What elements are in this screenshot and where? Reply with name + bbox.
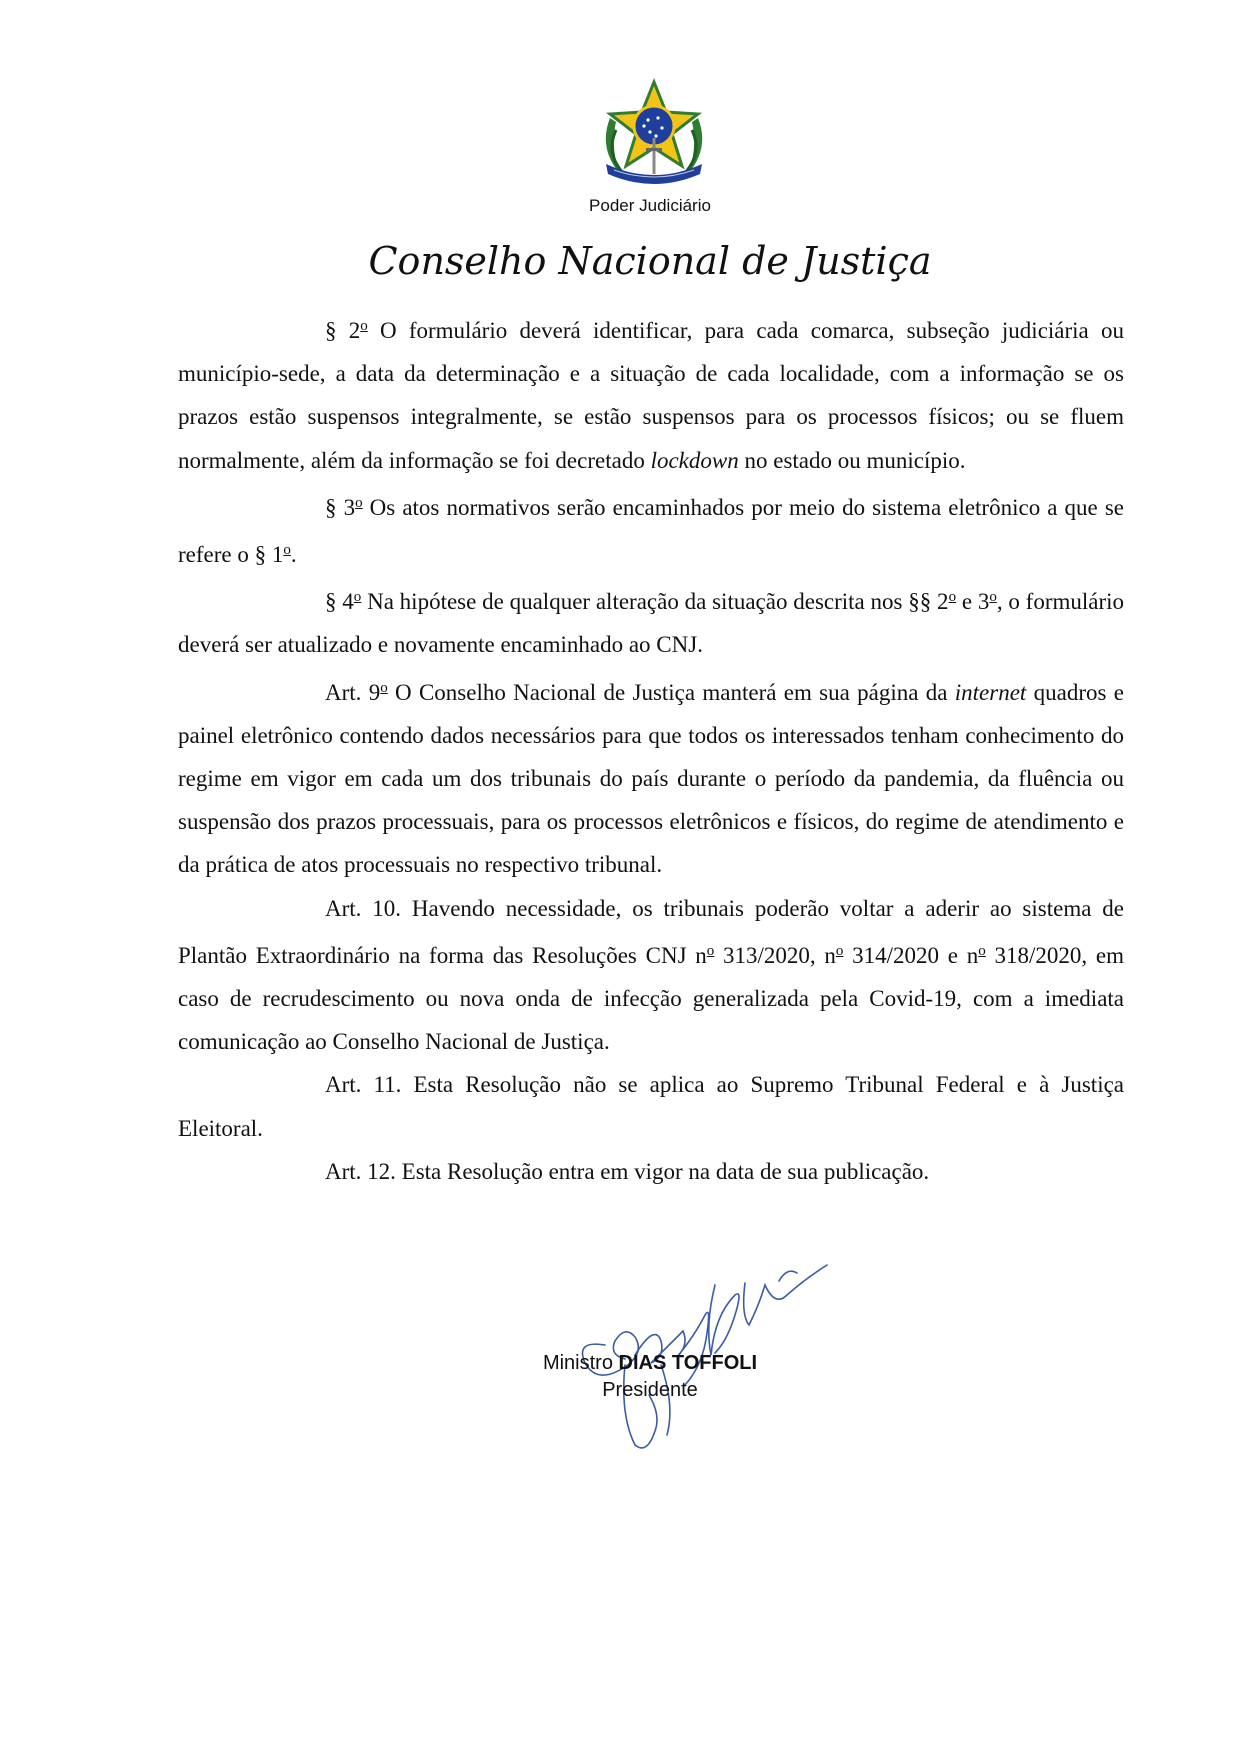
signatory-name: DIAS TOFFOLI (618, 1352, 758, 1374)
paragraph-3: § 3$^o$ Os atos normativos serão encaminhados por meio do sistema eletrônico a que se refere o § 1$^o$. (178, 494, 1125, 568)
institution-title (368, 230, 932, 294)
article-10: Art. 10. Havendo necessidade, os tribunais poderão voltar a aderir ao sistema de Plantão Extraordinário na forma das Resoluções CNJ $n^o$ 313/2020, $n^o$ 314/2020 e $n^o$ 318/2020, em caso de recrudescimento ou nova onda de infecção generalizada pela Covid-19, com a imediata comunicação ao Conselho Nacional de Justiça. (178, 895, 1124, 1055)
paragraph-2: § 2$^o$ O formulário deverá identificar, para cada comarca, subseção judiciária ou município-sede, a data da determinação e a situação de cada localidade, com a informação se os prazos estão suspensos integralmente, se estão suspensos para os processos físicos; ou se fluem normalmente, além da informação se foi decretado lockdown no estado ou município. (178, 318, 1124, 473)
article-11: Art. 11. Esta Resolução não se aplica ao Supremo Tribunal Federal e à Justiça Eleitoral. (178, 1072, 1124, 1141)
signature-block (500, 1350, 800, 1404)
signatory-role: Presidente (602, 1379, 698, 1401)
article-9: Art. 9$^o$ O Conselho Nacional de Justiça manterá em sua página da internet quadros e painel eletrônico contendo dados necessários para que todos os interessados tenham conhecimento do regime em vigor em cada um dos tribunais do país durante o período da pandemia, da fluência ou suspensão dos prazos processuais, para os processos eletrônicos e físicos, do regime de atendimento e da prática de atos processuais no respectivo tribunal. (178, 679, 1124, 878)
document-body (178, 305, 1124, 1193)
signatory-name-line: Ministro DIAS TOFFOLI (542, 1352, 758, 1374)
institution-title-text: Conselho Nacional de Justiça (368, 239, 932, 283)
coat-of-arms-emblem (590, 78, 718, 188)
header-poder-judiciario: Poder Judiciário (589, 196, 711, 215)
article-12: Art. 12. Esta Resolução entra em vigor na data de sua publicação. (325, 1158, 930, 1184)
paragraph-4: § 4$^o$ Na hipótese de qualquer alteração da situação descrita nos §§ 2$^o$ e 3$^o$, o formulário deverá ser atualizado e novamente encaminhado ao CNJ. (178, 589, 1125, 658)
